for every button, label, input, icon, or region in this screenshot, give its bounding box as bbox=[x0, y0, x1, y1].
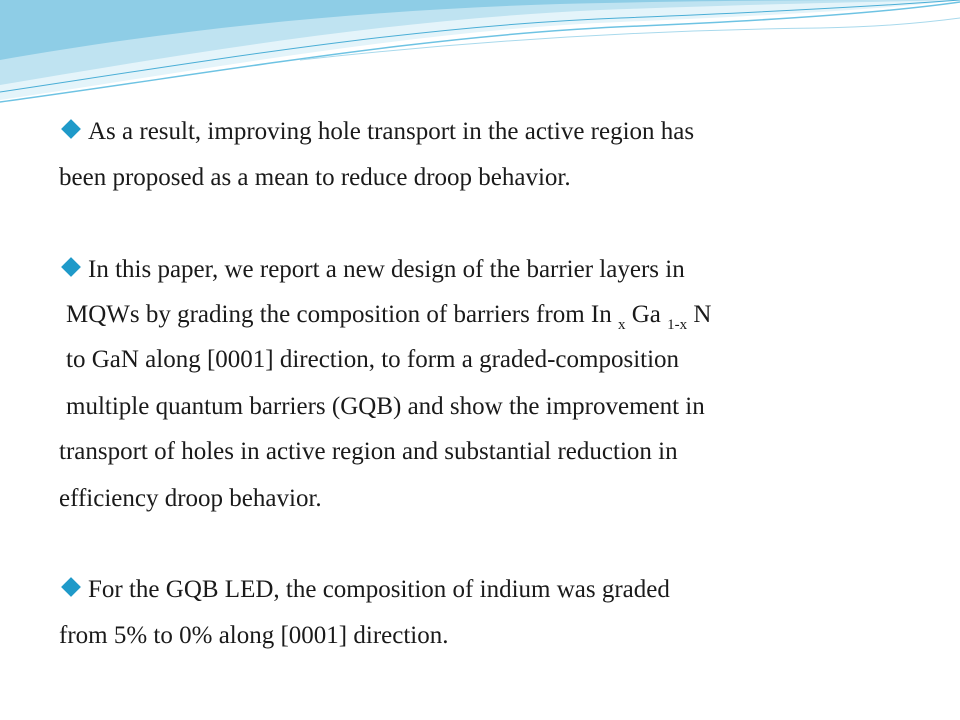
p3-line1 bbox=[64, 575, 670, 605]
p2-line2-sub2: 1-x bbox=[667, 317, 688, 333]
p2-line5: transport of holes in active region and substantial reduction in bbox=[59, 438, 678, 465]
p2-line3: to GaN along [0001] direction, to form a graded-composition bbox=[66, 346, 680, 373]
p2-line1-text: In this paper, we report a new design of the barrier layers in bbox=[88, 256, 685, 283]
p2-line2-sub1: x bbox=[617, 317, 626, 333]
p2-line6: efficiency droop behavior. bbox=[59, 485, 322, 512]
p2-line4: multiple quantum barriers (GQB) and show the improvement in bbox=[66, 393, 705, 420]
p2-line2 bbox=[66, 300, 711, 333]
p2-line1 bbox=[64, 255, 685, 285]
header-wave-decoration bbox=[0, 0, 960, 120]
p2-line2-pre: MQWs by grading the composition of barriers from In bbox=[66, 301, 618, 328]
diamond-bullet-icon bbox=[61, 119, 81, 139]
p1-line2: been proposed as a mean to reduce droop behavior. bbox=[59, 164, 571, 191]
p2-line2-post: N bbox=[687, 301, 712, 328]
p2-line2-mid: Ga bbox=[625, 301, 668, 328]
p1-line1 bbox=[64, 117, 694, 147]
p3-line1-text: For the GQB LED, the composition of indium was graded bbox=[88, 576, 670, 603]
diamond-bullet-icon bbox=[61, 577, 81, 597]
p3-line2: from 5% to 0% along [0001] direction. bbox=[59, 622, 449, 649]
p1-line1-text: As a result, improving hole transport in the active region has bbox=[88, 118, 695, 145]
diamond-bullet-icon bbox=[61, 257, 81, 277]
